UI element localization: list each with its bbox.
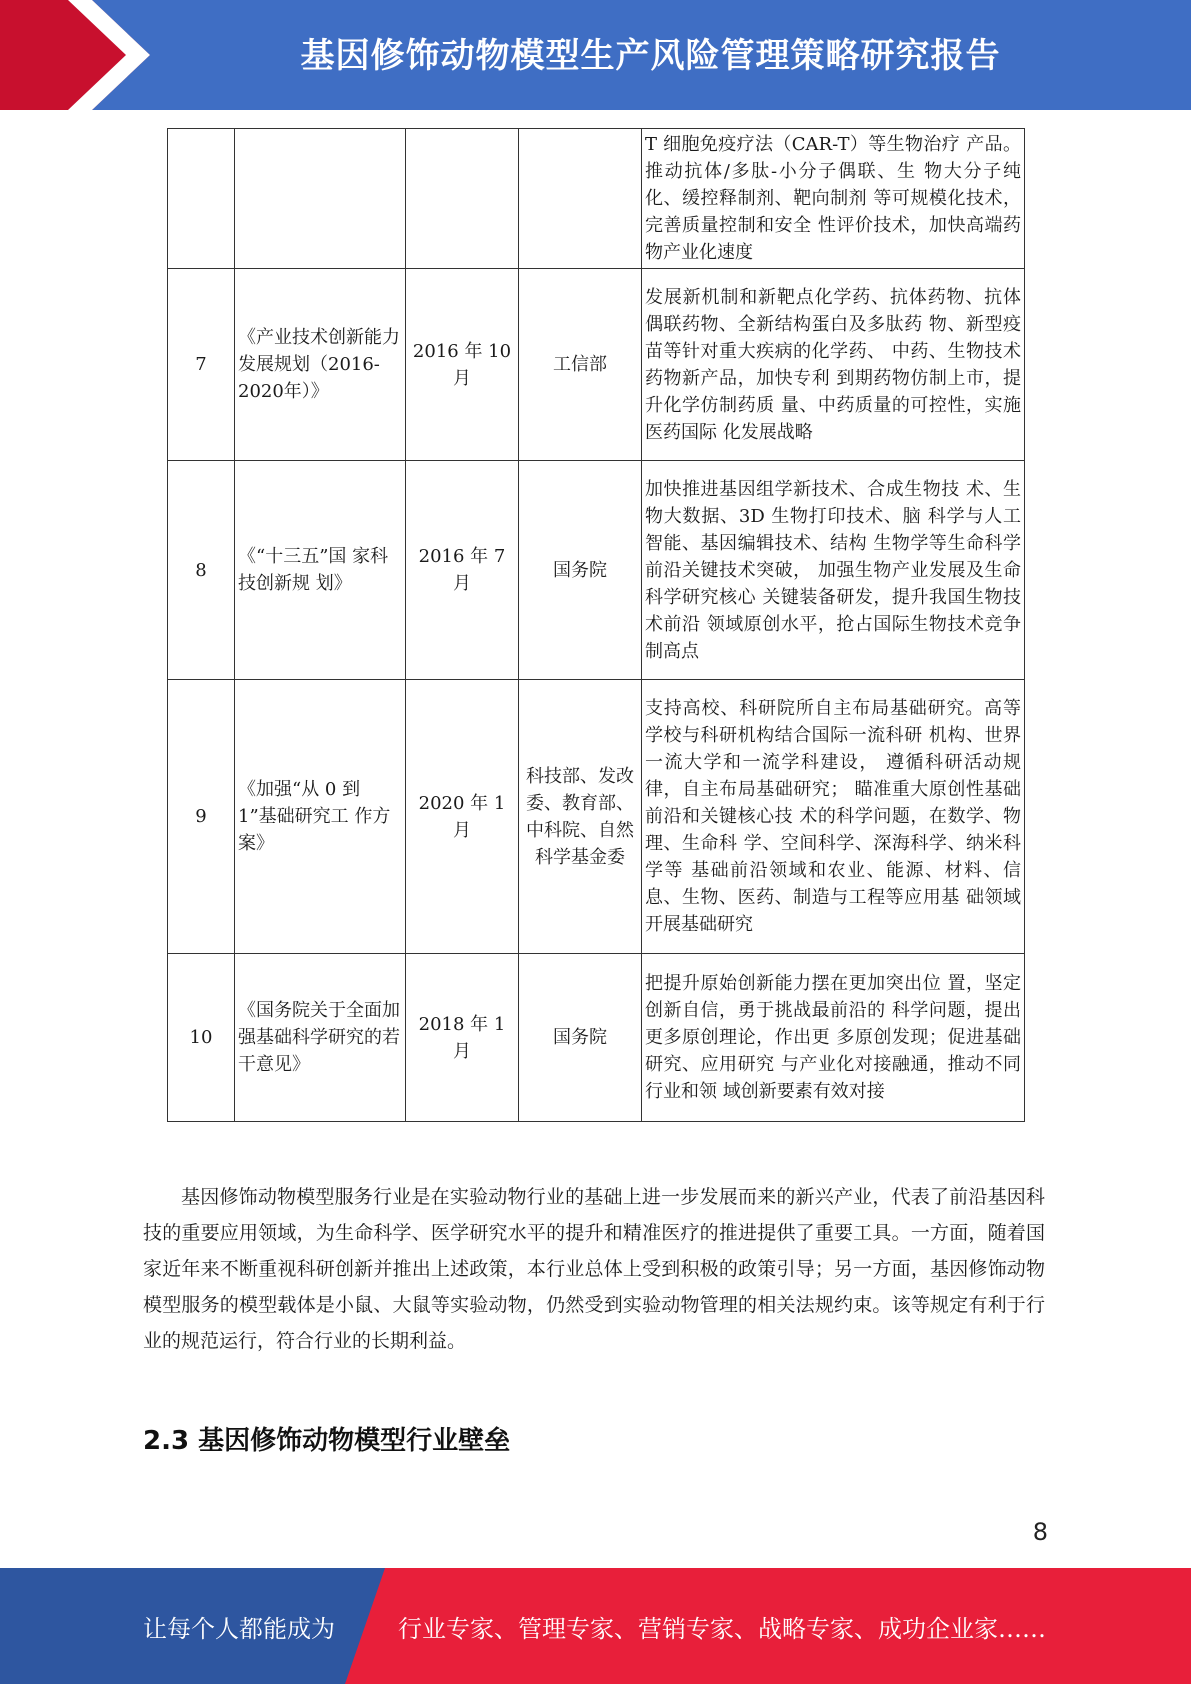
body-paragraph: 基因修饰动物模型服务行业是在实验动物行业的基础上进一步发展而来的新兴产业，代表了前沿基因科技的重要应用领域，为生命科学、医学研究水平的提升和精准医疗的推进提供了重要工具。一方面，随着国家近年来不断重视科研创新并推出上述政策，本行业总体上受到积极的政策引导；另一方面，基因修饰动物模型服务的模型载体是小鼠、大鼠等实验动物，仍然受到实验动物管理的相关法规约束。该等规定有利于行业的规范运行，符合行业的长期利益。 xyxy=(143,1186,1045,1352)
cell-number: 7 xyxy=(168,269,235,461)
cell-policy-name: 《“十三五”国 家科技创新规 划》 xyxy=(235,461,406,680)
footer-slogan-right: 行业专家、管理专家、营销专家、战略专家、成功企业家…… xyxy=(398,1614,1046,1643)
cell-department: 科技部、发改委、教育部、中科院、自然科学基金委 xyxy=(519,680,642,954)
report-title: 基因修饰动物模型生产风险管理策略研究报告 xyxy=(300,36,1001,76)
page-footer xyxy=(0,1568,1191,1684)
table-row xyxy=(168,461,1025,680)
cell-policy-name: 《加强“从 0 到 1”基础研究工 作方案》 xyxy=(235,680,406,954)
cell-date: 2016 年 7 月 xyxy=(406,461,519,680)
cell-content: 支持高校、科研院所自主布局基础研究。高等学校与科研机构结合国际一流科研 机构、世界一流大学和一流学科建设， 遵循科研活动规律，自主布局基础研究； 瞄准重大原创性基础前沿和关键核心技 术的科学问题，在数学、物理、生命科 学、空间科学、深海科学、纳米科学等 基础前沿领域和农业、能源、材料、信 息、生物、医药、制造与工程等应用基 础领域开展基础研究 xyxy=(642,680,1025,954)
cell-number: 10 xyxy=(168,954,235,1122)
cell-date: 2016 年 10 月 xyxy=(406,269,519,461)
section-heading: 2.3 基因修饰动物模型行业壁垒 xyxy=(143,1426,511,1456)
table-row xyxy=(168,680,1025,954)
policy-table xyxy=(167,128,1025,1122)
cell-date: 2020 年 1 月 xyxy=(406,680,519,954)
cell-number: 9 xyxy=(168,680,235,954)
page-header xyxy=(0,0,1191,110)
cell-department: 工信部 xyxy=(519,269,642,461)
cell-content: 把提升原始创新能力摆在更加突出位 置，坚定创新自信，勇于挑战最前沿的 科学问题，提出更多原创理论，作出更 多原创发现；促进基础研究、应用研究 与产业化对接融通，推动不同行业和领 域创新要素有效对接 xyxy=(642,954,1025,1122)
cell-number xyxy=(168,129,235,269)
cell-number: 8 xyxy=(168,461,235,680)
cell-department xyxy=(519,129,642,269)
cell-policy-name: 《产业技术创新能力发展规划（2016-2020年）》 xyxy=(235,269,406,461)
page-number: 8 xyxy=(1032,1518,1048,1546)
cell-date: 2018 年 1 月 xyxy=(406,954,519,1122)
table-row xyxy=(168,129,1025,269)
cell-department: 国务院 xyxy=(519,954,642,1122)
cell-content: 发展新机制和新靶点化学药、抗体药物、抗体偶联药物、全新结构蛋白及多肽药 物、新型疫苗等针对重大疾病的化学药、 中药、生物技术药物新产品，加快专利 到期药物仿制上市，提升化学仿制药质 量、中药质量的可控性，实施医药国际 化发展战略 xyxy=(642,269,1025,461)
cell-content: T 细胞免疫疗法（CAR-T）等生物治疗 产品。推动抗体/多肽-小分子偶联、生 物大分子纯化、缓控释制剂、靶向制剂 等可规模化技术，完善质量控制和安全 性评价技术，加快高端药物产业化速度 xyxy=(642,129,1025,269)
cell-content: 加快推进基因组学新技术、合成生物技 术、生物大数据、3D 生物打印技术、脑 科学与人工智能、基因编辑技术、结构 生物学等生命科学前沿关键技术突破， 加强生物产业发展及生命科学研究核心 关键装备研发，提升我国生物技术前沿 领域原创水平，抢占国际生物技术竞争 制高点 xyxy=(642,461,1025,680)
cell-date xyxy=(406,129,519,269)
cell-department: 国务院 xyxy=(519,461,642,680)
cell-policy-name: 《国务院关于全面加强基础科学研究的若干意见》 xyxy=(235,954,406,1122)
table-row xyxy=(168,954,1025,1122)
footer-slogan-left: 让每个人都能成为 xyxy=(143,1614,335,1643)
cell-policy-name xyxy=(235,129,406,269)
table-row xyxy=(168,269,1025,461)
